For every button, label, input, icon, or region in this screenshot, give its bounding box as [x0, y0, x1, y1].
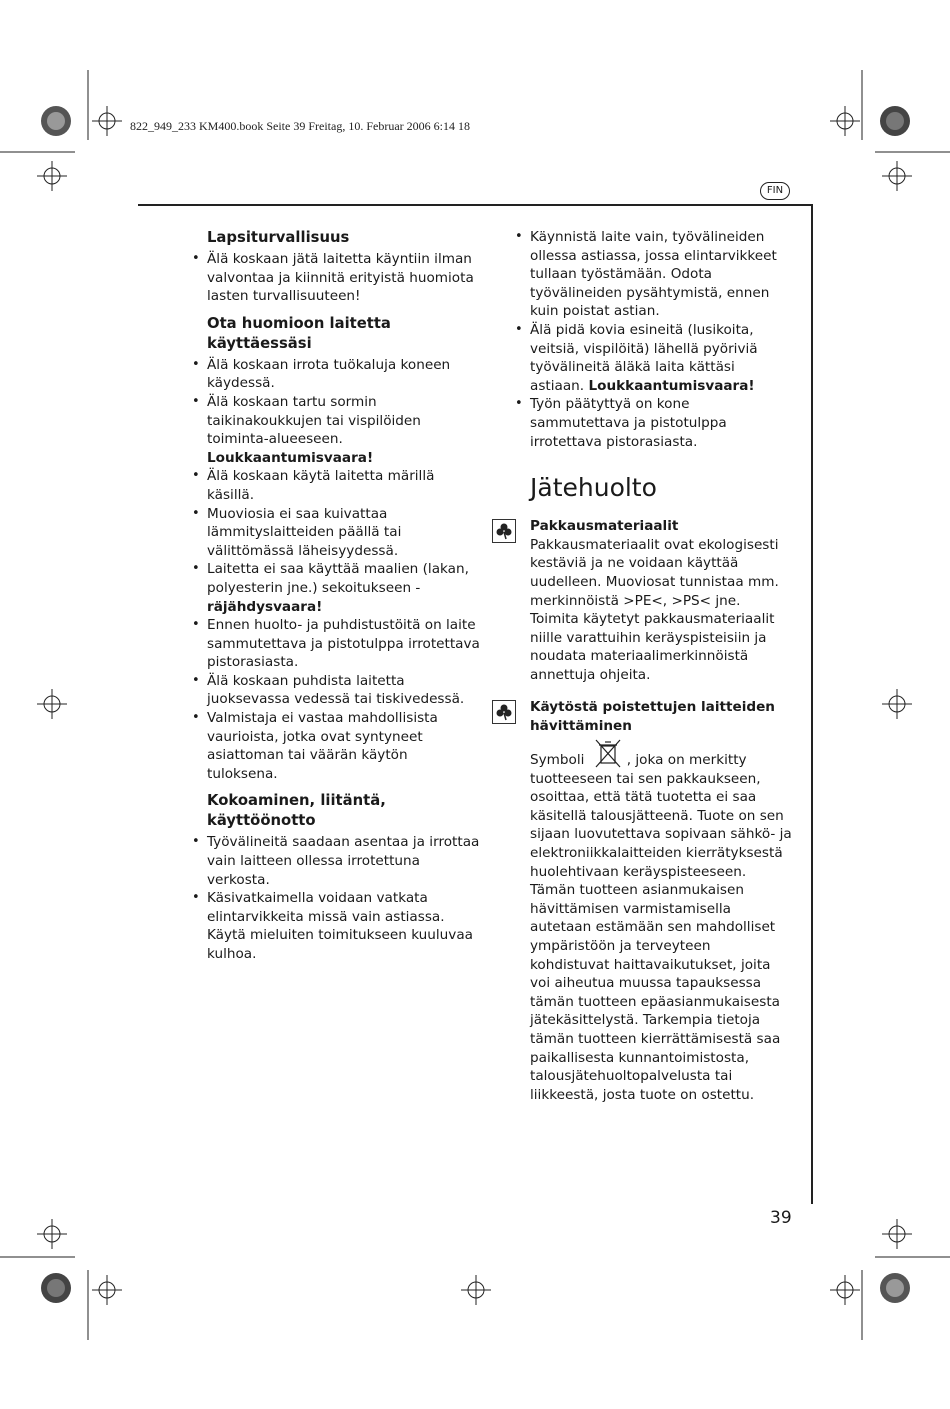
kokoaminen-list	[207, 833, 482, 963]
item-text: Valmistaja ei vastaa mahdollisista vaurioista, jotka ovat syntyneet asiattoman tai väärän käytön tuloksena.	[207, 710, 438, 782]
symbol-text: , joka on merkitty tuotteeseen tai sen pakkaukseen, osoittaa, että tätä tuotetta ei saa käsitellä talousjätteenä. Tuote on sen sijaan luovutettava sopivaan sähkö- ja elektroniikkalaitteiden kierrätyksestä huolehtivaan keräyspisteeseen. Tämän tuotteen asianmukaisen hävittämisen varmistamisella autetaan estämään sen mahdolliset ympäristöön ja terveyteen kohdistuvat haittavaikutukset, joita voi aiheutua muussa tapauksessa tämän tuotteen epäasianmukaisesta jätekäsittelystä. Tarkempia tietoja tämän tuotteen kierrättämisestä saa paikallisesta kunnantoimistosta, talousjätehuoltopalvelusta tai liikkeestä, josta tuote on ostettu.	[530, 751, 792, 1103]
leaf-icon	[492, 700, 516, 724]
section-kaytosta-poistettujen	[530, 698, 792, 1104]
list-item	[207, 505, 482, 561]
item-text: Älä koskaan tartu sormin taikinakoukkujen tai vispilöiden toiminta-alueeseen.	[207, 393, 421, 448]
section-title: Käytöstä poistettujen laitteiden hävittäminen	[530, 699, 775, 735]
section-pakkausmateriaalit	[530, 517, 792, 684]
section-title: Pakkausmateriaalit	[530, 518, 679, 535]
right-list	[530, 228, 792, 451]
list-item	[207, 560, 482, 616]
warning-text: Loukkaantumisvaara!	[207, 449, 374, 466]
section-text: Pakkausmateriaalit ovat ekologisesti kestäviä ja ne voidaan käyttää uudelleen. Muoviosat tunnistaa mm. merkinnöistä >PE<, >PS< jne. Toimita käytetyt pakkausmateriaalit niille varattuihin keräyspisteisiin ja noudata materiaalimerkinnöistä annettuja ohjeita.	[530, 536, 779, 683]
item-text: Älä koskaan puhdista laitetta juoksevassa vedessä tai tiskivedessä.	[207, 672, 465, 708]
right-column	[530, 228, 792, 1104]
list-item	[207, 393, 482, 467]
item-text: Työn päätyttyä on kone sammutettava ja pistotulppa irrotettava pistorasiasta.	[530, 396, 727, 450]
huomio-list	[207, 356, 482, 784]
right-rule	[811, 204, 813, 1204]
list-item	[530, 395, 792, 451]
heading-ota-huomioon: Ota huomioon laitetta käyttäessäsi	[207, 314, 391, 352]
item-text: Älä koskaan käytä laitetta märillä käsillä.	[207, 468, 435, 503]
heading-kokoaminen: Kokoaminen, liitäntä, käyttöönotto	[207, 792, 386, 830]
top-rule	[138, 204, 813, 206]
list-item: • Käsivatkaimella voidaan vatkata elintarvikkeita missä vain astiassa. Käytä mieluiten toimitukseen kuuluvaa kulhoa.	[207, 889, 482, 963]
language-badge: FIN	[760, 182, 790, 200]
lapsi-list	[207, 250, 482, 306]
heading-lapsiturvallisuus: Lapsiturvallisuus	[207, 229, 350, 246]
list-item	[207, 709, 482, 783]
list-item	[207, 616, 482, 672]
print-header: 822_949_233 KM400.book Seite 39 Freitag, 10. Februar 2006 6:14 18	[130, 119, 470, 133]
item-text: Muoviosia ei saa kuivattaa lämmityslaitteiden päällä tai välittömässä läheisyydessä.	[207, 505, 402, 559]
page-number: 39	[770, 1208, 792, 1228]
list-item	[530, 321, 792, 395]
item-text: Älä pidä kovia esineitä (lusikoita, veitsiä, vispilöitä) lähellä pyöriviä työvälineitä äläkä laita kättäsi astiaan.	[530, 321, 758, 394]
warning-text: räjähdysvaara!	[207, 598, 323, 615]
left-column	[207, 228, 482, 964]
leaf-icon	[492, 519, 516, 543]
list-item: • Älä koskaan jätä laitetta käyntiin ilman valvontaa ja kiinnitä erityistä huomiota lasten turvallisuuteen!	[207, 250, 482, 306]
item-text: Ennen huolto- ja puhdistustöitä on laite sammutettava ja pistotulppa irrotettava pistorasiasta.	[207, 617, 480, 671]
list-item	[207, 356, 482, 393]
item-text: Käynnistä laite vain, työvälineiden ollessa astiassa, jossa elintarvikkeet tullaan työstämään. Odota työvälineiden pysähtymistä, ennen kuin poistat astian.	[530, 229, 777, 320]
list-item	[207, 672, 482, 709]
symbol-prefix: Symboli	[530, 751, 585, 768]
item-text: Älä koskaan irrota tuökaluja koneen käydessä.	[207, 356, 451, 392]
heading-jatehuolto: Jätehuolto	[530, 473, 657, 503]
section-text	[530, 736, 792, 1105]
crossed-bin-icon	[591, 736, 625, 770]
warning-text: Loukkaantumisvaara!	[588, 377, 755, 394]
list-item	[530, 228, 792, 321]
list-item	[207, 467, 482, 504]
item-text: Laitetta ei saa käyttää maalien (lakan, polyesterin jne.) sekoitukseen -	[207, 561, 469, 596]
list-item: • Työvälineitä saadaan asentaa ja irrottaa vain laitteen ollessa irrotettuna verkosta.	[207, 833, 482, 889]
